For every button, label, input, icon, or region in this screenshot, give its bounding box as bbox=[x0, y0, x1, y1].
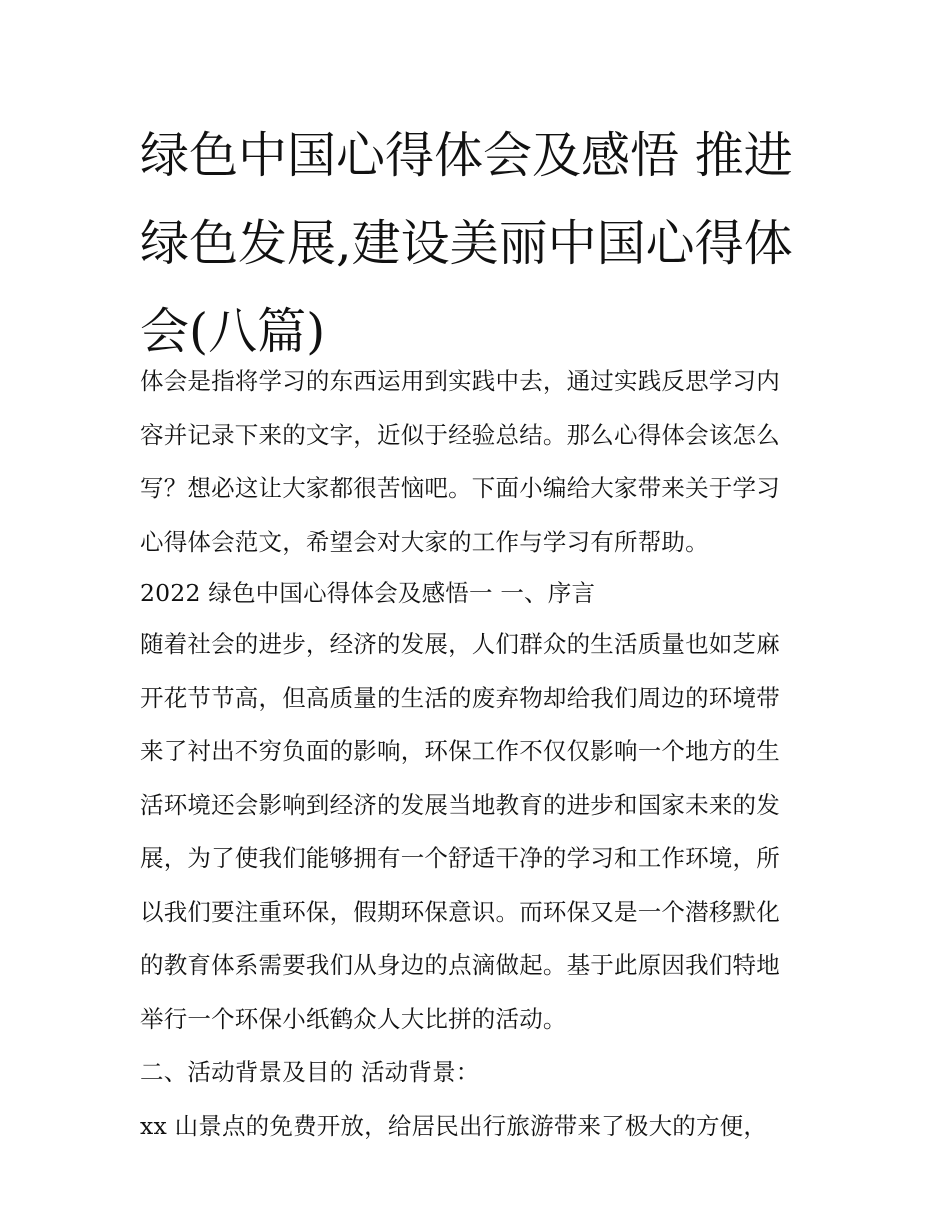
section-heading-2: 二、活动背景及目的 活动背景： bbox=[140, 1058, 480, 1086]
intro-line-4: 心得体会范文，希望会对大家的工作与学习有所帮助。 bbox=[140, 527, 709, 556]
background-line-1: xx 山景点的免费开放，给居民出行旅游带来了极大的方便， bbox=[140, 1111, 768, 1140]
document-body bbox=[140, 355, 830, 1153]
preface-line-8: 举行一个环保小纸鹤众人大比拼的活动。 bbox=[140, 1004, 567, 1033]
title-line-2: 绿色发展,建设美丽中国心得体 bbox=[140, 215, 793, 272]
intro-line-3: 写？想必这让大家都很苦恼吧。下面小编给大家带来关于学习 bbox=[140, 474, 780, 502]
preface-line-1: 随着社会的进步，经济的发展，人们群众的生活质量也如芝麻 bbox=[140, 630, 780, 658]
preface-line-3: 来了衬出不穷负面的影响，环保工作不仅仅影响一个地方的生 bbox=[140, 737, 780, 765]
intro-line-1: 体会是指将学习的东西运用到实践中去，通过实践反思学习内 bbox=[140, 367, 780, 395]
preface-line-5: 展，为了使我们能够拥有一个舒适干净的学习和工作环境，所 bbox=[140, 844, 780, 872]
preface-line-6: 以我们要注重环保，假期环保意识。而环保又是一个潜移默化 bbox=[140, 897, 780, 926]
preface-line-7: 的教育体系需要我们从身边的点滴做起。基于此原因我们特地 bbox=[140, 951, 780, 979]
preface-line-4: 活环境还会影响到经济的发展当地教育的进步和国家未来的发 bbox=[140, 790, 780, 819]
section-heading-1: 2022 绿色中国心得体会及感悟一 一、序言 bbox=[140, 579, 596, 607]
intro-line-2: 容并记录下来的文字，近似于经验总结。那么心得体会该怎么 bbox=[140, 420, 780, 449]
preface-line-2: 开花节节高，但高质量的生活的废弃物却给我们周边的环境带 bbox=[140, 683, 780, 712]
document-title bbox=[140, 112, 820, 376]
title-line-3: 会(八篇) bbox=[140, 303, 326, 360]
title-line-1: 绿色中国心得体会及感悟 推进 bbox=[140, 127, 793, 184]
